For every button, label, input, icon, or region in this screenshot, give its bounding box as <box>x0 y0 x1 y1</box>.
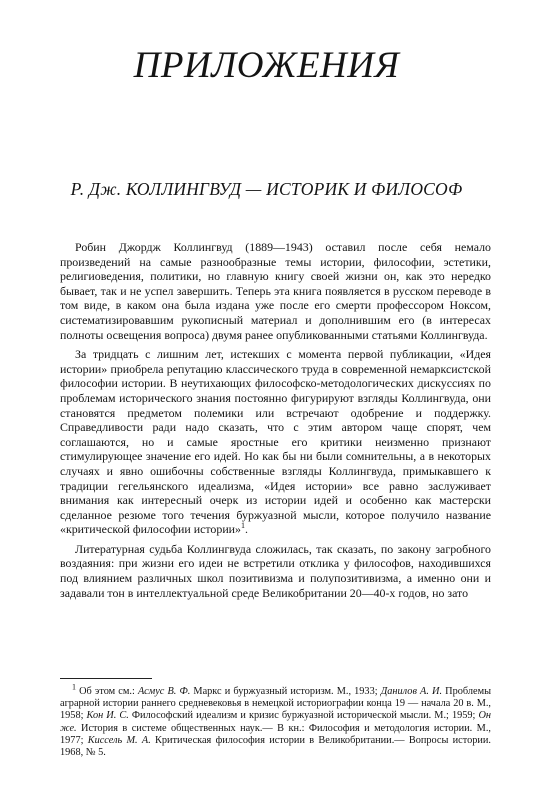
footnote-text-1: Об этом см.: <box>79 686 138 697</box>
footnote-divider <box>60 678 152 679</box>
footnote-text-5: История в системе общественных наук.— В кн.: Философия и методология истории. М., 1977; <box>60 722 491 746</box>
footnote <box>60 682 492 759</box>
footnote-text-3: Проблемы аграрной истории раннего средневековья в немецкой историографии конца 19 — начала 20 в. М., 1958; <box>60 686 492 722</box>
footnote-author-kissel: Киссель М. А. <box>87 734 151 746</box>
paragraph-2-text: За тридцать с лишним лет, истекших с момента первой публикации, «Идея истории» приобрела репутацию классического труда в современной немарксистской философии истории. В неутихающих философско-методологических дискуссиях по проблемам исторического знания постоянно фигурируют взгляды Коллингвуда, они становятся предметом полемики или встречают одобрение и поддержку. Справедливости ради надо сказать, что с этим автором чаще спорят, чем соглашаются, но и самые яростные его критики неизменно признают стимулирующее значение его идей. Но как бы ни были сомнительны, а в некоторых случаях и явно ошибочны собственные взгляды Коллингвуда, примыкавшего к традиции гегельянского идеализма, «Идея истории» все равно заслуживает внимания как интересный очерк из истории идей и особенно как мастерски сделанное резюме того течения буржуазной мысли, которое получило название «критической философии истории» <box>60 347 491 537</box>
footnote-text-6: Критическая философия истории в Великобритании.— Вопросы истории. 1968, № 5. <box>60 734 491 759</box>
section-title: ПРИЛОЖЕНИЯ <box>133 45 400 86</box>
paragraph-2 <box>60 347 491 537</box>
article-title: Р. Дж. КОЛЛИНГВУД — ИСТОРИК И ФИЛОСОФ <box>70 179 463 199</box>
footnote-author-ibid: Он же. <box>60 710 492 734</box>
footnote-author-kon: Кон И. С. <box>86 710 129 722</box>
paragraph-3: Литературная судьба Коллингвуда сложилась, так сказать, по закону загробного воздаяния: при жизни его идеи не встретили отклика у философов, находившихся под влиянием различных школ позитивизма и полупозитивизма, а именно они и задавали тон в интеллектуальной среде Великобритании 20—40-х годов, но зато <box>60 541 491 600</box>
paragraph-2-end: . <box>245 522 248 537</box>
article-body <box>60 240 491 605</box>
footnote-author-danilov: Данилов А. И. <box>380 686 443 697</box>
footnote-author-asmus: Асмус В. Ф. <box>137 686 191 697</box>
footnote-text-4: Философский идеализм и кризис буржуазной исторической мысли. М.; 1959; <box>128 710 479 722</box>
footnote-text-2: Маркс и буржуазный историзм. М., 1933; <box>190 686 381 697</box>
paragraph-1: Робин Джордж Коллингвуд (1889—1943) оставил после себя немало произведений на самые разнообразные темы истории, философии, эстетики, религиоведения, политики, но главную книгу своей жизни он, как это нередко бывает, так и не успел завершить. Теперь эта книга появляется в русском переводе в том виде, в каком она была издана уже после его смерти профессором Ноксом, систематизировавшим рукописный материал и дополнившим его (в интересах полноты освещения вопроса) двумя ранее опубликованными статьями Коллингвуда. <box>60 240 491 342</box>
footnote-reference: 1 <box>241 521 245 531</box>
footnote-mark: 1 <box>72 682 76 692</box>
